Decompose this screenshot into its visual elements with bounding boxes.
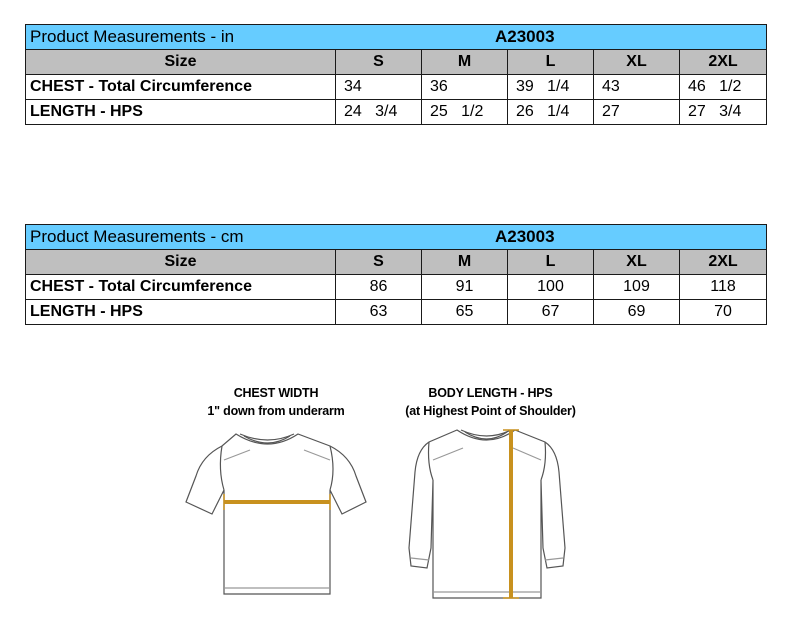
size-row — [26, 250, 767, 275]
size-s: S — [336, 50, 422, 75]
row-label: LENGTH - HPS — [26, 100, 336, 125]
table-title: Product Measurements - cm — [26, 225, 508, 250]
size-row — [26, 50, 767, 75]
chest-width-caption — [176, 384, 376, 420]
size-2xl: 2XL — [680, 250, 767, 275]
cell-value: 39 1/4 — [508, 75, 594, 100]
cell-value: 34 — [336, 75, 422, 100]
size-header: Size — [26, 250, 336, 275]
chest-width-subtitle: 1" down from underarm — [207, 404, 345, 418]
size-s: S — [336, 250, 422, 275]
chest-width-title: CHEST WIDTH — [233, 386, 319, 400]
table-header-row — [26, 225, 767, 250]
length-row — [26, 100, 767, 125]
cell-value: 91 — [422, 275, 508, 300]
size-m: M — [422, 50, 508, 75]
cell-value: 109 — [594, 275, 680, 300]
row-label: CHEST - Total Circumference — [26, 275, 336, 300]
cell-value: 69 — [594, 300, 680, 325]
row-label: LENGTH - HPS — [26, 300, 336, 325]
size-xl: XL — [594, 50, 680, 75]
long-sleeve-tee-illustration — [395, 420, 585, 605]
body-length-title: BODY LENGTH - HPS — [428, 386, 553, 400]
cell-value: 67 — [508, 300, 594, 325]
short-sleeve-tee-illustration — [178, 420, 378, 600]
cell-value: 63 — [336, 300, 422, 325]
cell-value: 46 1/2 — [680, 75, 767, 100]
cell-value: 26 1/4 — [508, 100, 594, 125]
cell-value: 100 — [508, 275, 594, 300]
cell-value: 24 3/4 — [336, 100, 422, 125]
cell-value: 27 — [594, 100, 680, 125]
cell-value: 86 — [336, 275, 422, 300]
row-label: CHEST - Total Circumference — [26, 75, 336, 100]
style-code: A23003 — [508, 25, 767, 50]
body-length-subtitle: (at Highest Point of Shoulder) — [405, 404, 576, 418]
cell-value: 118 — [680, 275, 767, 300]
table-header-row — [26, 25, 767, 50]
size-xl: XL — [594, 250, 680, 275]
size-header: Size — [26, 50, 336, 75]
chest-row — [26, 75, 767, 100]
cell-value: 36 — [422, 75, 508, 100]
body-length-caption — [388, 384, 593, 420]
cell-value: 65 — [422, 300, 508, 325]
cell-value: 27 3/4 — [680, 100, 767, 125]
cell-value: 43 — [594, 75, 680, 100]
size-m: M — [422, 250, 508, 275]
size-l: L — [508, 50, 594, 75]
cm-measurements-table — [25, 224, 767, 325]
size-2xl: 2XL — [680, 50, 767, 75]
cell-value: 70 — [680, 300, 767, 325]
cell-value: 25 1/2 — [422, 100, 508, 125]
size-l: L — [508, 250, 594, 275]
inch-measurements-table — [25, 24, 767, 125]
style-code: A23003 — [508, 225, 767, 250]
table-title: Product Measurements - in — [26, 25, 508, 50]
length-row — [26, 300, 767, 325]
chest-row — [26, 275, 767, 300]
